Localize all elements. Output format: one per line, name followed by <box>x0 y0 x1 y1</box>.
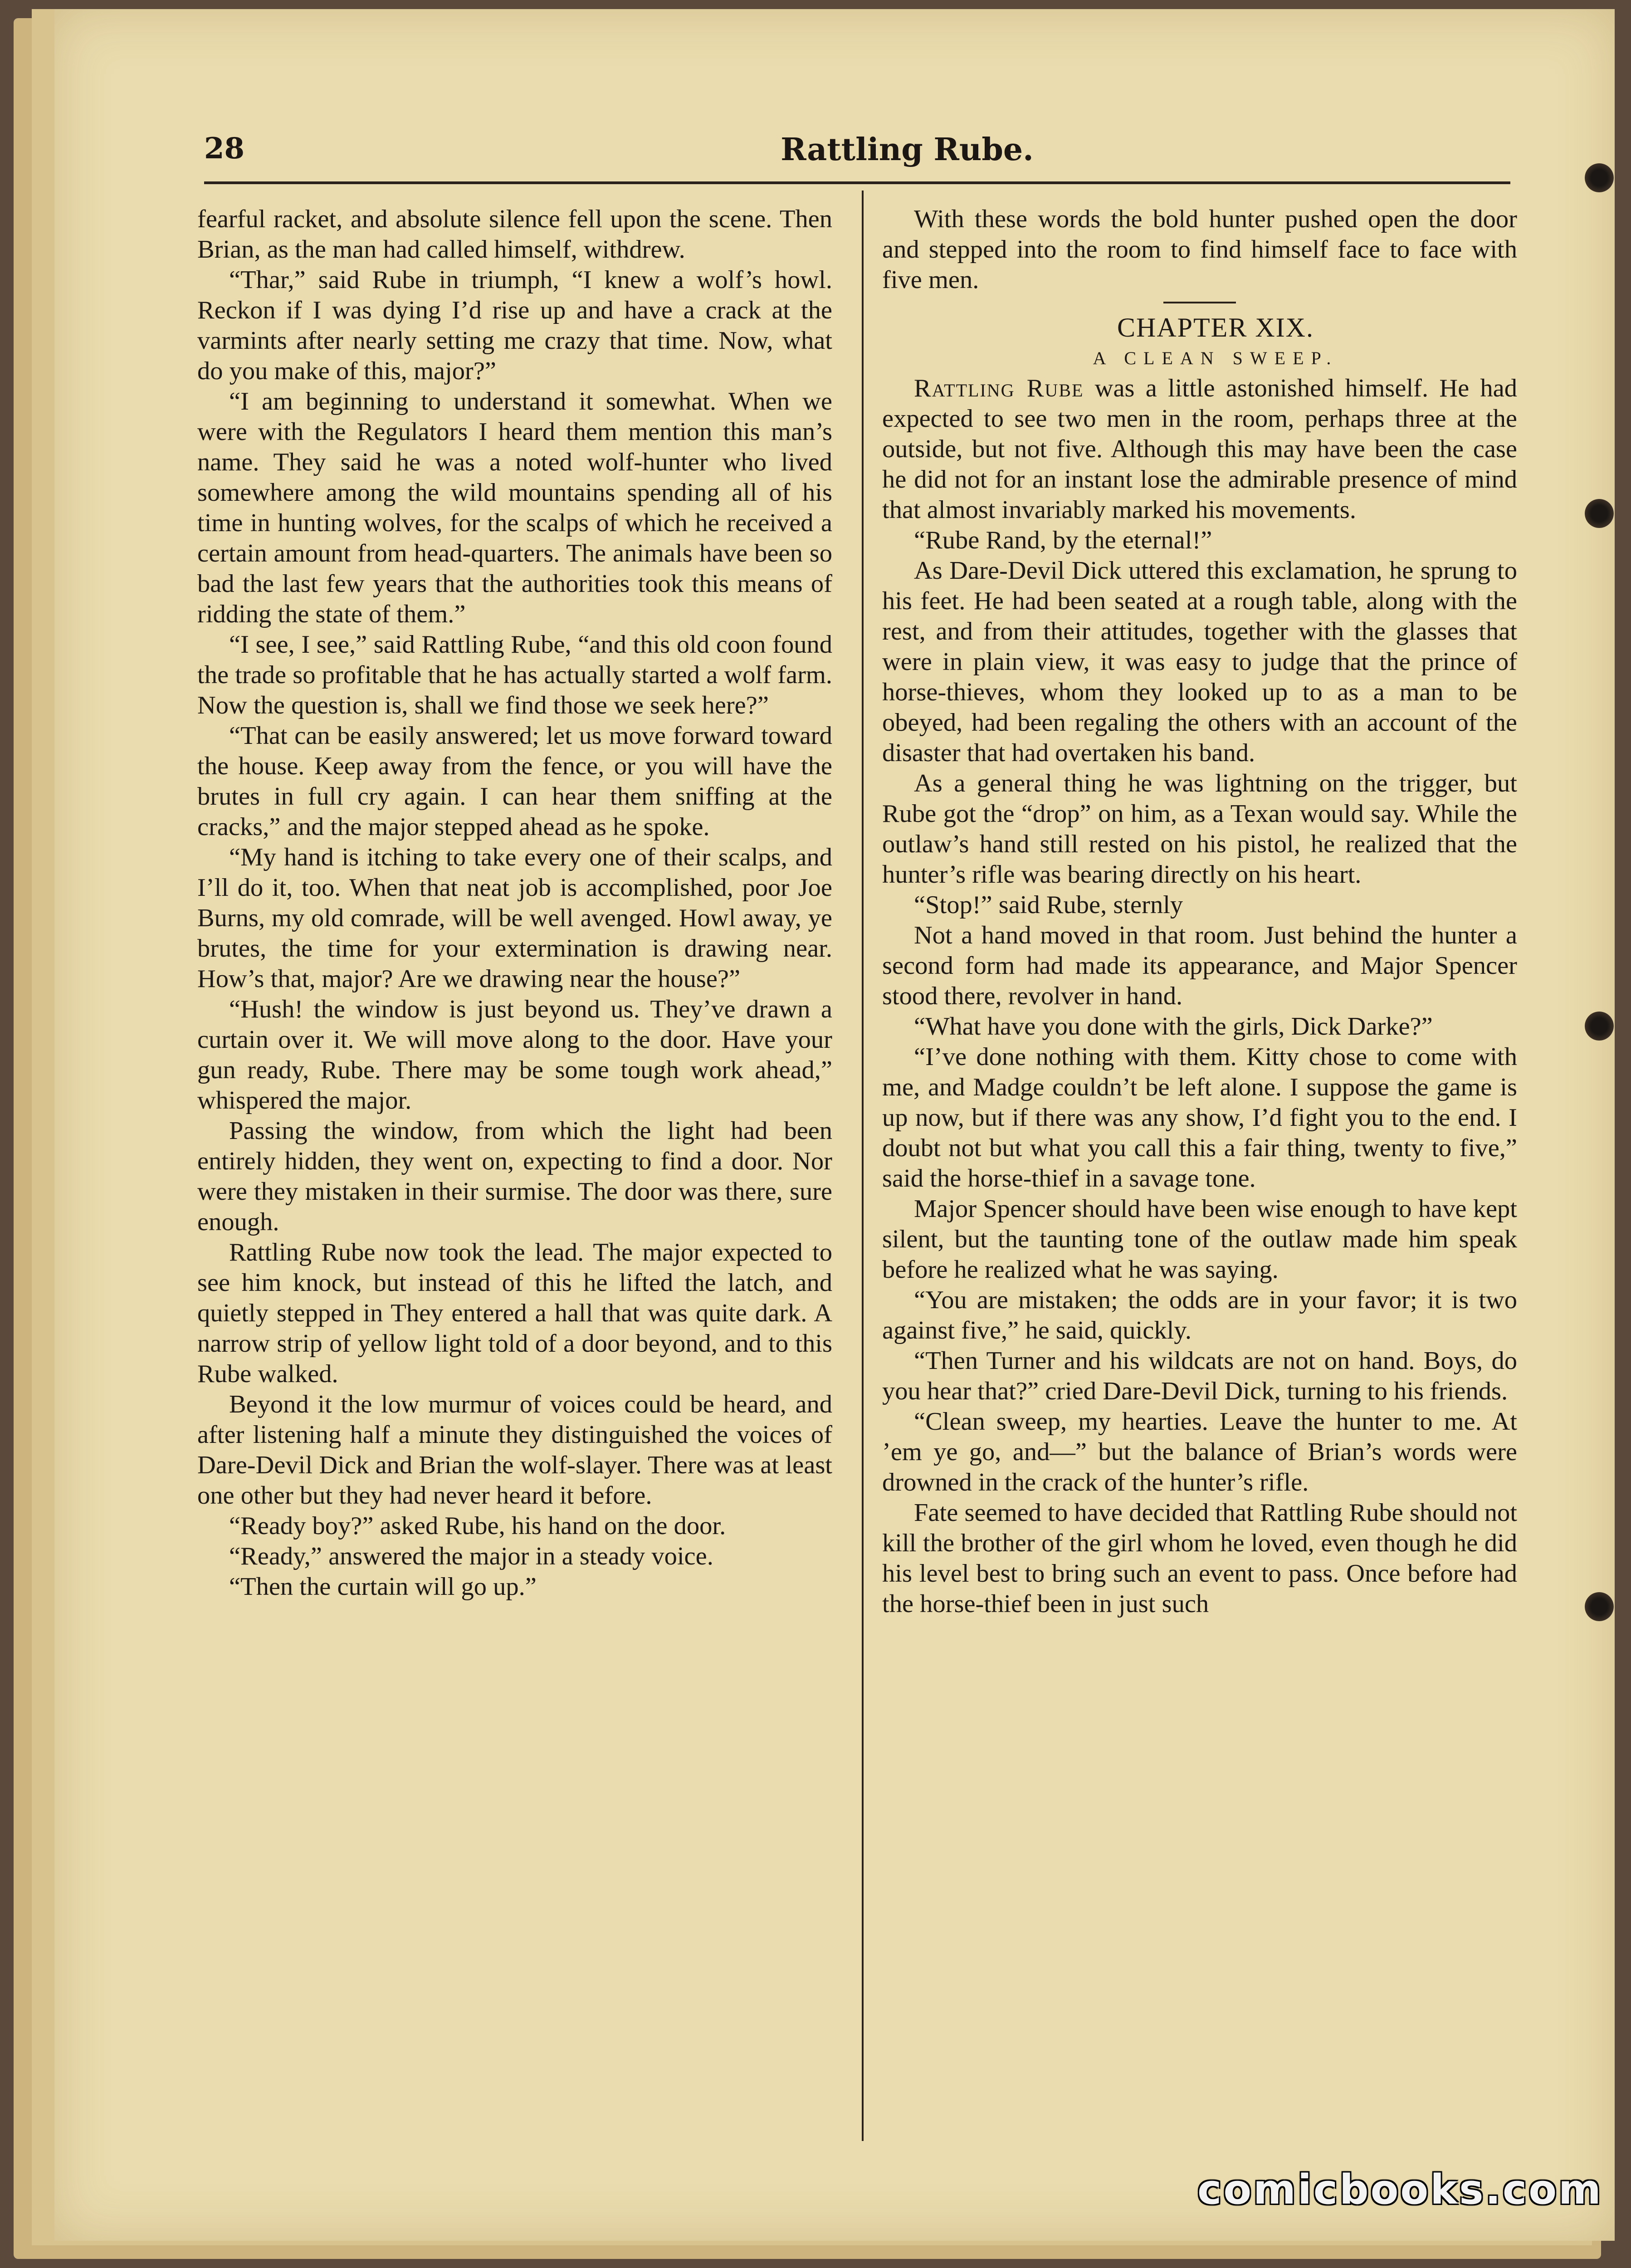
page-sheet <box>54 9 1615 2241</box>
paragraph: “Clean sweep, my hearties. Leave the hunter to me. At ’em ye go, and—” but the balance of Brian’s words were drowned in the crack of the hunter’s rifle. <box>882 1408 1517 1496</box>
paragraph: “My hand is itching to take every one of their scalps, and I’ll do it, too. When that neat job is accomplished, poor Joe Burns, my old comrade, will be well avenged. Howl away, ye brutes, the time for your extermination is drawing near. How’s that, major? Are we drawing near the house?” <box>197 843 832 993</box>
paragraph: “That can be easily answered; let us move forward toward the house. Keep away from the fence, or you will have the brutes in full cry again. I can hear them sniffing at the cracks,” and the major stepped ahead as he spoke. <box>197 722 832 841</box>
column-divider <box>862 191 864 2141</box>
paragraph: “You are mistaken; the odds are in your favor; it is two against five,” he said, quickly. <box>882 1286 1517 1344</box>
paragraph: “Thar,” said Rube in triumph, “I knew a wolf’s howl. Reckon if I was dying I’d rise up and have a crack at the varmints after nearly setting me crazy that time. Now, what do you make of this, major?” <box>197 266 832 385</box>
paragraph: fearful racket, and absolute silence fell upon the scene. Then Brian, as the man had called himself, withdrew. <box>197 205 832 264</box>
paragraph: “Ready,” answered the major in a steady voice. <box>229 1542 713 1570</box>
binding-staple-icon <box>1585 1012 1614 1041</box>
paragraph: Passing the window, from which the light had been entirely hidden, they went on, expecting to find a door. Nor were they mistaken in their surmise. The door was there, sure enough. <box>197 1117 832 1236</box>
page-header <box>54 9 1615 218</box>
chapter-subtitle: A CLEAN SWEEP. <box>1093 348 1338 368</box>
paragraph: “I see, I see,” said Rattling Rube, “and this old coon found the trade so profitable that he has actually started a wolf farm. Now the question is, shall we find those we seek here?” <box>197 631 832 719</box>
binding-staple-icon <box>1585 499 1614 528</box>
paragraph: “Hush! the window is just beyond us. They’ve drawn a curtain over it. We will move along to the door. Have your gun ready, Rube. There may be some tough work ahead,” whispered the major. <box>197 995 832 1114</box>
running-title: Rattling Rube. <box>781 132 1034 168</box>
paragraph: Major Spencer should have been wise enough to have kept silent, but the taunting tone of the outlaw made him speak before he realized what he was saying. <box>882 1195 1517 1284</box>
paragraph: “Rube Rand, by the eternal!” <box>914 526 1212 554</box>
chapter-opening-caps: Rattling Rube <box>914 374 1084 402</box>
paragraph: “Then Turner and his wildcats are not on hand. Boys, do you hear that?” cried Dare-Devil Dick, turning to his friends. <box>882 1347 1517 1405</box>
chapter-separator-rule <box>1163 302 1236 303</box>
binding-staple-icon <box>1585 1592 1614 1621</box>
paragraph: Not a hand moved in that room. Just behind the hunter a second form had made its appearance, and Major Spencer stood there, revolver in hand. <box>882 921 1517 1010</box>
paragraph: “Stop!” said Rube, sternly <box>914 891 1183 919</box>
paragraph: “I am beginning to understand it somewhat. When we were with the Regulators I heard them mention this man’s name. They said he was a noted wolf-hunter who lived somewhere among the wild mountains spending all of his time in hunting wolves, for the scalps of which he received a certain amount from head-quarters. The animals have been so bad the last few years that the authorities took this means of ridding the state of them.” <box>197 387 832 628</box>
paragraph: Rattling Rube now took the lead. The major expected to see him knock, but instead of this he lifted the latch, and quietly stepped in They entered a hall that was quite dark. A narrow strip of yellow light told of a door beyond, and to this Rube walked. <box>197 1238 832 1388</box>
paragraph: “Ready boy?” asked Rube, his hand on the door. <box>229 1512 726 1540</box>
chapter-heading: CHAPTER XIX. <box>1117 313 1314 342</box>
paragraph: As Dare-Devil Dick uttered this exclamation, he sprung to his feet. He had been seated at a rough table, along with the rest, and from their attitudes, together with the glasses that were in plain view, it was easy to judge that the prince of horse-thieves, whom they looked up to as a man to be obeyed, had been regaling the others with an account of the disaster that had overtaken his band. <box>882 557 1517 767</box>
page-number: 28 <box>204 132 245 166</box>
right-column <box>882 204 1517 1619</box>
header-rule <box>204 181 1510 184</box>
paragraph: Fate seemed to have decided that Rattling Rube should not kill the brother of the girl whom he loved, even though he did his level best to bring such an event to pass. Once before had the horse-thief been in just such <box>882 1499 1517 1618</box>
watermark-logo: comicbooks.com <box>1197 2166 1603 2214</box>
paragraph: With these words the bold hunter pushed open the door and stepped into the room to find himself face to face with five men. <box>882 205 1517 294</box>
paragraph: As a general thing he was lightning on the trigger, but Rube got the “drop” on him, as a Texan would say. While the outlaw’s hand still rested on his pistol, he realized that the hunter’s rifle was bearing directly on his heart. <box>882 769 1517 889</box>
chapter-opening-text: was a little astonished himself. He had expected to see two men in the room, perhaps three at the outside, but not five. Although this may have been the case he did not for an instant lose the admirable presence of mind that almost invariably marked his movements. <box>882 374 1518 524</box>
paragraph: “Then the curtain will go up.” <box>229 1573 537 1601</box>
paragraph: Beyond it the low murmur of voices could be heard, and after listening half a minute they distinguished the voices of Dare-Devil Dick and Brian the wolf-slayer. There was at least one other but they had never heard it before. <box>197 1390 832 1510</box>
paragraph: “What have you done with the girls, Dick Darke?” <box>914 1012 1433 1041</box>
left-column <box>197 204 832 1602</box>
paragraph: “I’ve done nothing with them. Kitty chose to come with me, and Madge couldn’t be left alone. I suppose the game is up now, but if there was any show, I’d fight you to the end. I doubt not but what you call this a fair thing, twenty to five,” said the horse-thief in a savage tone. <box>882 1043 1517 1193</box>
chapter-opening-paragraph <box>882 373 1517 525</box>
